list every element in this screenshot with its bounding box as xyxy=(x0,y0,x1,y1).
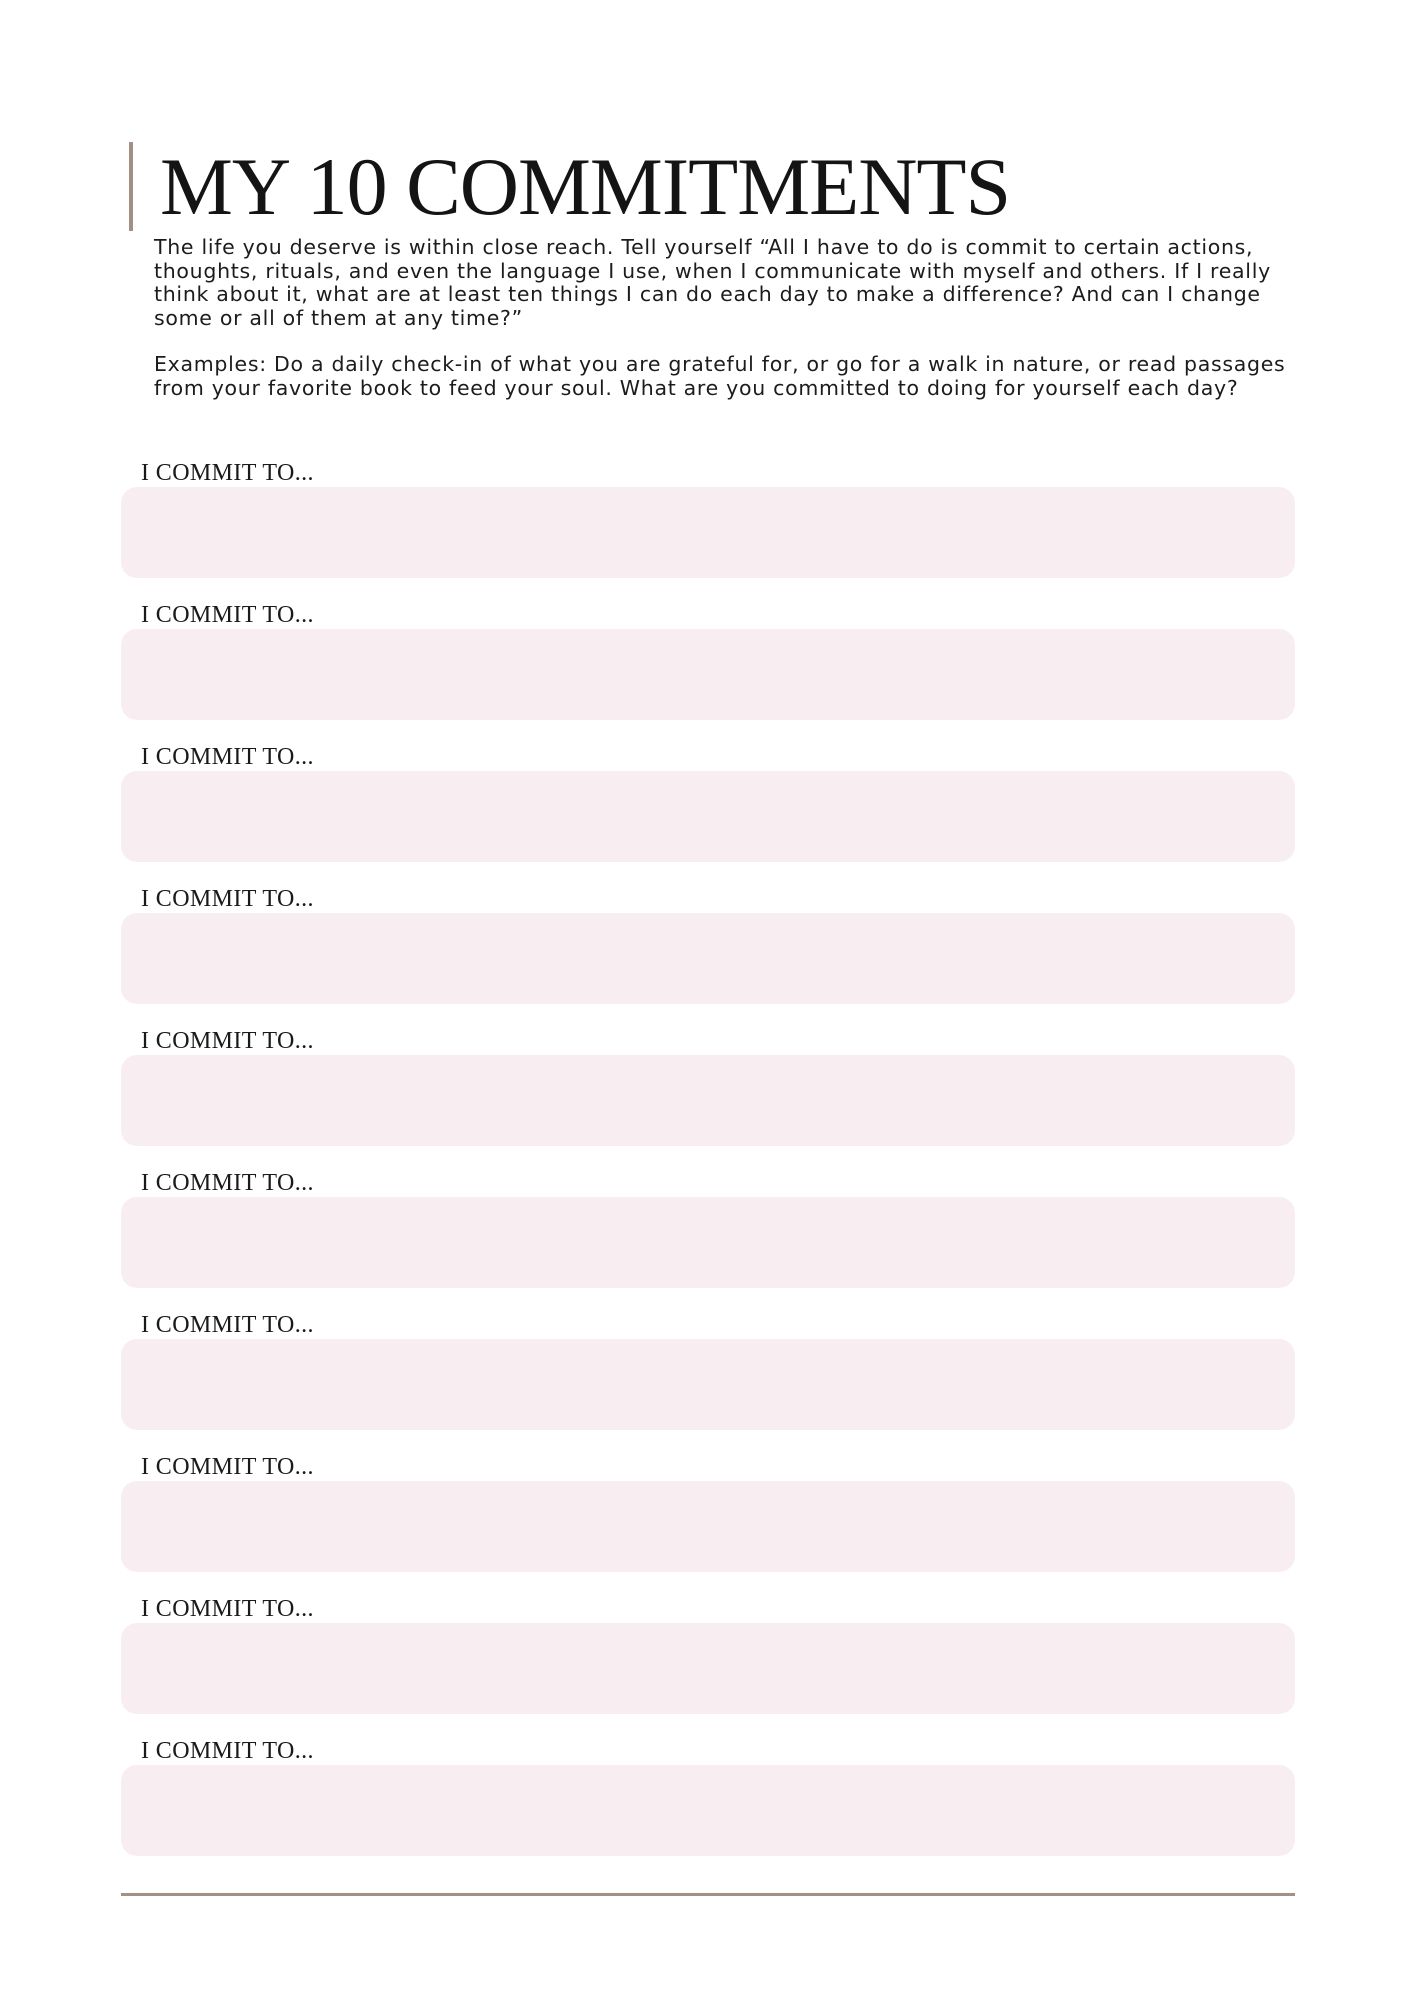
commitment-label: I COMMIT TO... xyxy=(141,744,314,770)
intro-text xyxy=(154,236,1294,400)
examples-paragraph: Examples: Do a daily check-in of what you are grateful for, or go for a walk in nature, or read passages from your favorite book to feed your soul. What are you committed to doing for yourself each day? xyxy=(154,352,1286,400)
commitment-label: I COMMIT TO... xyxy=(141,1028,314,1054)
commitment-input-box[interactable] xyxy=(121,1197,1295,1288)
bottom-divider xyxy=(121,1893,1295,1896)
commitment-input-box[interactable] xyxy=(121,487,1295,578)
commitment-label: I COMMIT TO... xyxy=(141,460,314,486)
commitment-label: I COMMIT TO... xyxy=(141,602,314,628)
commitment-input-box[interactable] xyxy=(121,1481,1295,1572)
page-title: MY 10 COMMITMENTS xyxy=(160,141,1011,232)
commitment-input-box[interactable] xyxy=(121,1623,1295,1714)
commitment-label: I COMMIT TO... xyxy=(141,1312,314,1338)
commitment-input-box[interactable] xyxy=(121,771,1295,862)
commitment-input-box[interactable] xyxy=(121,913,1295,1004)
commitment-label: I COMMIT TO... xyxy=(141,1454,314,1480)
commitment-label: I COMMIT TO... xyxy=(141,1170,314,1196)
commitment-input-box[interactable] xyxy=(121,1339,1295,1430)
commitment-input-box[interactable] xyxy=(121,1055,1295,1146)
commitment-label: I COMMIT TO... xyxy=(141,1596,314,1622)
title-accent-bar xyxy=(129,142,133,231)
commitment-label: I COMMIT TO... xyxy=(141,1738,314,1764)
commitment-label: I COMMIT TO... xyxy=(141,886,314,912)
commitment-input-box[interactable] xyxy=(121,629,1295,720)
intro-paragraph: The life you deserve is within close reach. Tell yourself “All I have to do is commit to certain actions, thoughts, rituals, and even the language I use, when I communicate with myself and others. If I really think about it, what are at least ten things I can do each day to make a difference? And can I change some or all of them at any time?” xyxy=(154,235,1271,330)
commitment-input-box[interactable] xyxy=(121,1765,1295,1856)
